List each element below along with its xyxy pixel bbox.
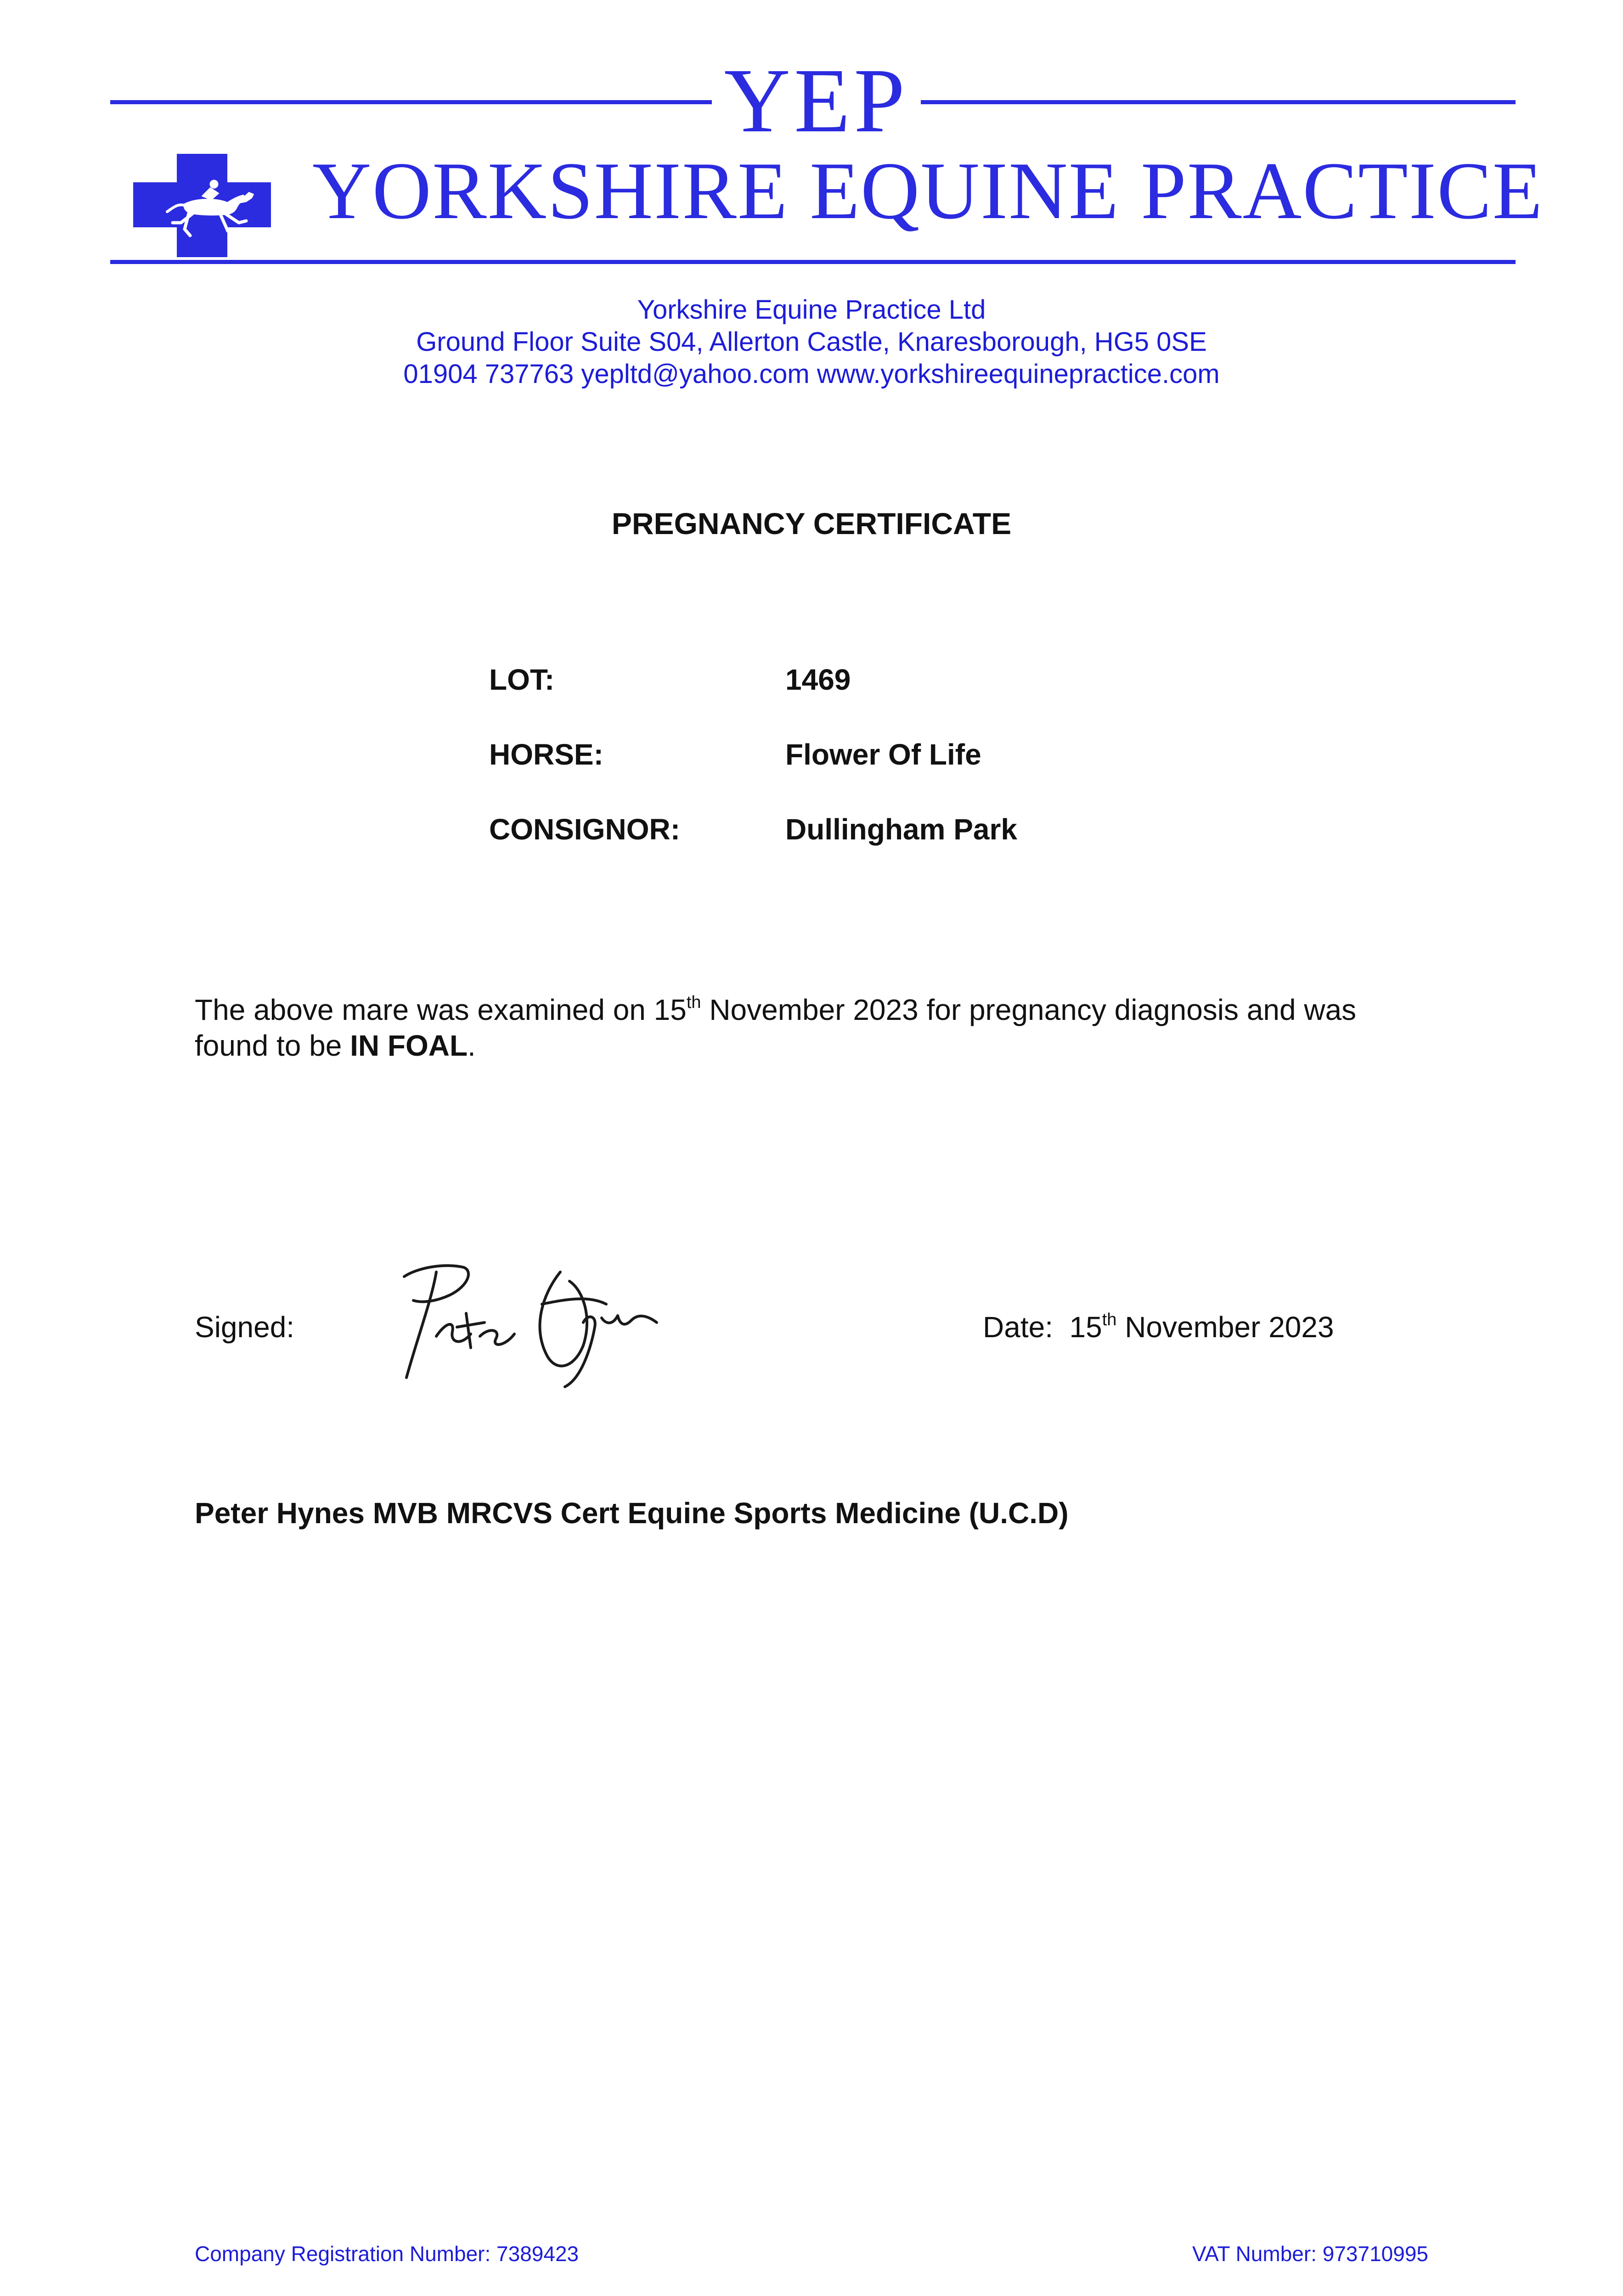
signed-label: Signed: — [195, 1311, 295, 1344]
horse-value: Flower Of Life — [785, 738, 981, 771]
date-day: 15 — [1069, 1311, 1102, 1344]
examination-statement — [195, 992, 1435, 1064]
statement-part1: The above mare was examined on 15 — [195, 993, 687, 1026]
date-ordinal: th — [1102, 1310, 1117, 1329]
vet-credentials: Peter Hynes MVB MRCVS Cert Equine Sports Medicine (U.C.D) — [195, 1497, 1069, 1530]
handwritten-signature — [367, 1240, 689, 1405]
letterhead-practice-name: YORKSHIRE EQUINE PRACTICE — [312, 145, 1544, 236]
document-title: PREGNANCY CERTIFICATE — [611, 506, 1012, 540]
consignor-label: CONSIGNOR: — [489, 813, 680, 846]
letterhead-rule-top-right — [921, 100, 1516, 104]
lot-label: LOT: — [489, 663, 555, 696]
practice-address — [0, 294, 1623, 390]
footer-vat-number: VAT Number: 973710995 — [1192, 2242, 1428, 2266]
consignor-value: Dullingham Park — [785, 813, 1017, 846]
letterhead-rule-top-left — [110, 100, 712, 104]
cross-with-racehorse-icon — [133, 154, 271, 257]
letterhead-rule-bottom — [110, 260, 1516, 264]
statement-ordinal: th — [686, 992, 701, 1012]
horse-label: HORSE: — [489, 738, 603, 771]
date-label: Date: — [983, 1311, 1053, 1344]
date-rest: November 2023 — [1116, 1311, 1334, 1344]
letterhead — [110, 50, 1544, 271]
address-company: Yorkshire Equine Practice Ltd — [637, 295, 986, 325]
address-street: Ground Floor Suite S04, Allerton Castle, Knaresborough, HG5 0SE — [416, 327, 1207, 357]
statement-end: . — [468, 1029, 476, 1062]
address-contact: 01904 737763 yepltd@yahoo.com www.yorkshireequinepractice.com — [403, 359, 1220, 389]
statement-part2: November 2023 for pregnancy diagnosis and was found to be — [195, 993, 1357, 1062]
letterhead-abbrev: YEP — [724, 50, 909, 152]
statement-result: IN FOAL — [350, 1029, 468, 1062]
certificate-date — [983, 1309, 1334, 1345]
footer-company-registration: Company Registration Number: 7389423 — [195, 2242, 579, 2266]
lot-value: 1469 — [785, 663, 851, 696]
